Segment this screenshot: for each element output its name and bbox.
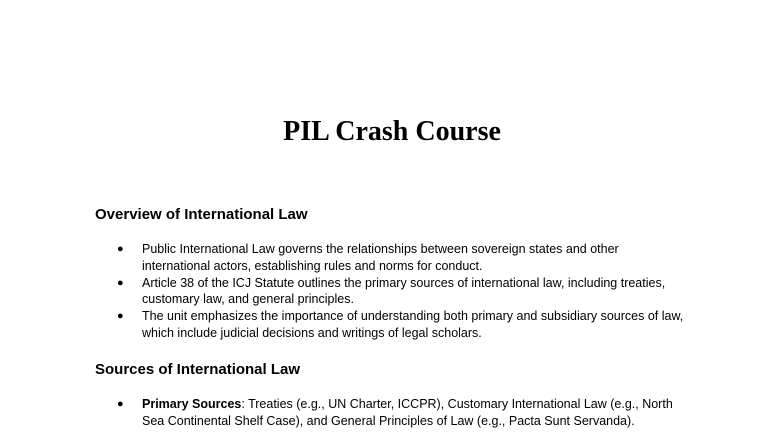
overview-bullet-list — [0, 241, 784, 342]
list-item-text: Public International Law governs the relationships between sovereign states and other international actors, establishing rules and norms for conduct. — [142, 242, 619, 273]
section-heading-overview: Overview of International Law — [95, 206, 308, 223]
list-item-text: Article 38 of the ICJ Statute outlines the primary sources of international law, including treaties, customary law, and general principles. — [142, 275, 666, 307]
list-item — [0, 241, 784, 275]
list-item-text: : Treaties (e.g., UN Charter, ICCPR), Customary International Law (e.g., North Sea Continental Shelf Case), and General Principles of Law (e.g., Pacta Sunt Servanda). — [142, 397, 673, 428]
bullet-icon: ● — [117, 398, 124, 410]
list-item — [0, 275, 784, 309]
list-item — [0, 308, 784, 342]
section-heading-sources: Sources of International Law — [95, 361, 301, 378]
list-item — [0, 396, 784, 430]
bullet-icon: ● — [117, 276, 124, 289]
list-item-text: The unit emphasizes the importance of understanding both primary and subsidiary sources of law, which include judicial decisions and writings of legal scholars. — [142, 309, 684, 340]
bullet-icon: ● — [117, 310, 124, 323]
bullet-icon: ● — [117, 243, 124, 255]
list-item-lead: Primary Sources — [142, 397, 242, 411]
sources-bullet-list — [0, 396, 784, 430]
document-title: PIL Crash Course — [283, 116, 501, 147]
